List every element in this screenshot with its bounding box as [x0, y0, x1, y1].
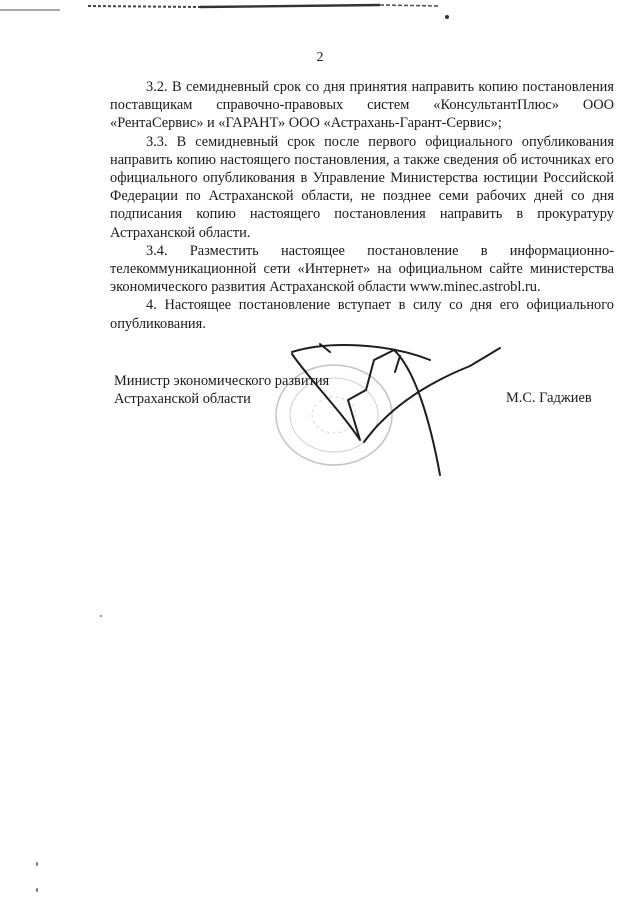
signer-name: М.С. Гаджиев — [506, 390, 592, 406]
paragraph-4: 4. Настоящее постановление вступает в силу со дня его официального опубликования. — [110, 297, 614, 332]
handwritten-signature — [270, 330, 510, 490]
paragraph-3-2: 3.2. В семидневный срок со дня принятия направить копию постановления поставщикам справочно-правовых систем «КонсультантПлюс» ООО «РентаСервис» и «ГАРАНТ» ООО «Астрахань-Гарант-Сервис»; — [110, 79, 614, 132]
paragraph-3-3: 3.3. В семидневный срок после первого официального опубликования направить копию настоящего постановления, а также сведения об источниках его официального опубликования в Управление Министерства юстиции Российской Федерации по Астраханской области, не позднее семи рабочих дней со дня подписания копию настоящего постановления направить в прокуратуру Астраханской области. — [110, 133, 614, 241]
document-body — [110, 78, 614, 333]
paragraph-3-4: 3.4. Разместить настоящее постановление в информационно-телекоммуникационной сети «Интернет» на официальном сайте министерства экономического развития Астраханской области www.minec.astrobl.ru. — [110, 242, 614, 296]
scan-speck — [36, 888, 38, 892]
scan-speck — [36, 862, 38, 866]
scan-speck — [100, 615, 102, 617]
signer-position-line2: Астраханской области — [114, 391, 251, 407]
scan-artifact-top — [0, 0, 640, 22]
page-number: 2 — [316, 50, 324, 65]
signer-position-line1: Министр экономического развития — [114, 373, 330, 389]
